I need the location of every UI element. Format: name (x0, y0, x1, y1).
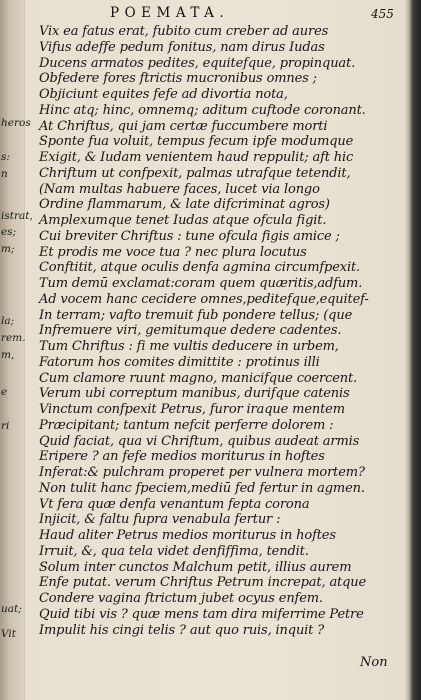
margin-fragment: istrat, (1, 210, 33, 222)
margin-fragment: m; (1, 243, 15, 255)
facing-page-margin (0, 0, 33, 700)
verse-line: Conftitit, atque oculis denfa agmina circumfpexit. (39, 260, 361, 276)
margin-fragment: heros (1, 117, 31, 129)
margin-fragment: es; (1, 226, 17, 238)
verse-line: Infremuere viri, gemitumque dedere cadentes. (39, 323, 342, 339)
page-header (40, 4, 400, 24)
verse-line: Præcipitant; tantum nefcit perferre dolorem : (39, 417, 334, 433)
verse-line: Impulit his cingi telis ? aut quo ruis, inquit ? (39, 622, 325, 638)
verse-line: Injicit, & faltu fupra venabula fertur : (39, 512, 281, 528)
verse-line: Haud aliter Petrus medios moriturus in hoftes (39, 528, 336, 543)
margin-fragment: ri (1, 420, 10, 432)
verse-line: Cum clamore ruunt magno, manicifque coercent. (39, 370, 358, 386)
verse-line: Eripere ? an fefe medios moriturus in hoftes (39, 449, 325, 465)
verse-line: Quid tibi vis ? quæ mens tam dira miferrime Petre (39, 606, 364, 622)
margin-fragment: Vit (1, 628, 16, 640)
verse-line: Vinctum confpexit Petrus, furor iraque mentem (39, 402, 345, 417)
margin-fragment: e (1, 386, 8, 398)
book-binding-edge (405, 0, 421, 700)
verse-line: Fatorum hos comites dimittite : protinus illi (39, 354, 320, 370)
verse-line: Condere vagina ftrictum jubet ocyus enfem. (39, 591, 323, 606)
margin-fragment: la; (1, 315, 15, 327)
verse-line: Et prodis me voce tua ? nec plura locutus (39, 244, 307, 260)
verse-line: Vt fera quæ denfa venantum fepta corona (39, 496, 310, 512)
verse-line: (Nam multas habuere faces, lucet via longo (39, 181, 320, 197)
verse-line: Tum Chriftus : fi me vultis deducere in urbem, (39, 339, 339, 354)
verse-line: Verum ubi correptum manibus, durifque catenis (39, 386, 350, 402)
verse-line: Amplexumque tenet Iudas atque ofcula figit. (39, 213, 327, 228)
verse-line: Ordine flammarum, & late difcriminat agros) (39, 197, 330, 213)
verse-line: Vifus adeffe pedum fonitus, nam dirus Iudas (39, 39, 325, 55)
verse-line: Vix ea fatus erat, fubito cum creber ad aures (39, 24, 329, 39)
verse-line: Hinc atq; hinc, omnemq; aditum cuftode coronant. (39, 102, 366, 118)
margin-fragment: rem. (1, 332, 26, 344)
verse-line: Solum inter cunctos Malchum petit, illius aurem (39, 559, 352, 575)
verse-line: Obfedere fores ftrictis mucronibus omnes ; (39, 71, 317, 87)
verse-line: Exigit, & Iudam venientem haud reppulit; aft hic (39, 150, 354, 165)
verse-line: Cui breviter Chriftus : tune ofcula figis amice ; (39, 228, 340, 244)
verse-line: Ducens armatos pedites, equitefque, propinquat. (39, 55, 356, 71)
margin-fragment: uat; (1, 603, 22, 615)
verse-line: Tum demū exclamat:coram quem quæritis,adfum. (39, 276, 363, 291)
verse-line: Objiciunt equites fefe ad divortia nota, (39, 87, 288, 102)
verse-line: Chriftum ut confpexit, palmas utrafque tetendit, (39, 165, 351, 181)
verse-line: Non tulit hanc fpeciem,mediū fed fertur in agmen. (39, 480, 365, 496)
running-title: POEMATA. (110, 5, 230, 21)
catchword: Non (360, 655, 388, 670)
verse-line: Inferat:& pulchram properet per vulnera mortem? (39, 465, 365, 480)
margin-fragment: n (1, 168, 8, 180)
verse-line: Sponte fua voluit, tempus fecum ipfe modumque (39, 134, 354, 150)
margin-fragment: s: (1, 151, 10, 163)
verse-block (39, 24, 411, 638)
verse-line: Irruit, &, qua tela videt denfiffima, tendit. (39, 543, 309, 559)
verse-line: Enfe putat. verum Chriftus Petrum increpat, atque (39, 575, 367, 591)
page-number: 455 (371, 7, 394, 21)
margin-fragment: m, (1, 349, 15, 361)
verse-line: Quid faciat, qua vi Chriftum, quibus audeat armis (39, 433, 360, 449)
verse-line: At Chriftus, qui jam certæ fuccumbere morti (39, 118, 328, 134)
verse-line: Ad vocem hanc cecidere omnes,peditefque,equitef- (39, 291, 369, 307)
verse-line: In terram; vafto tremuit fub pondere tellus; (que (39, 307, 353, 323)
